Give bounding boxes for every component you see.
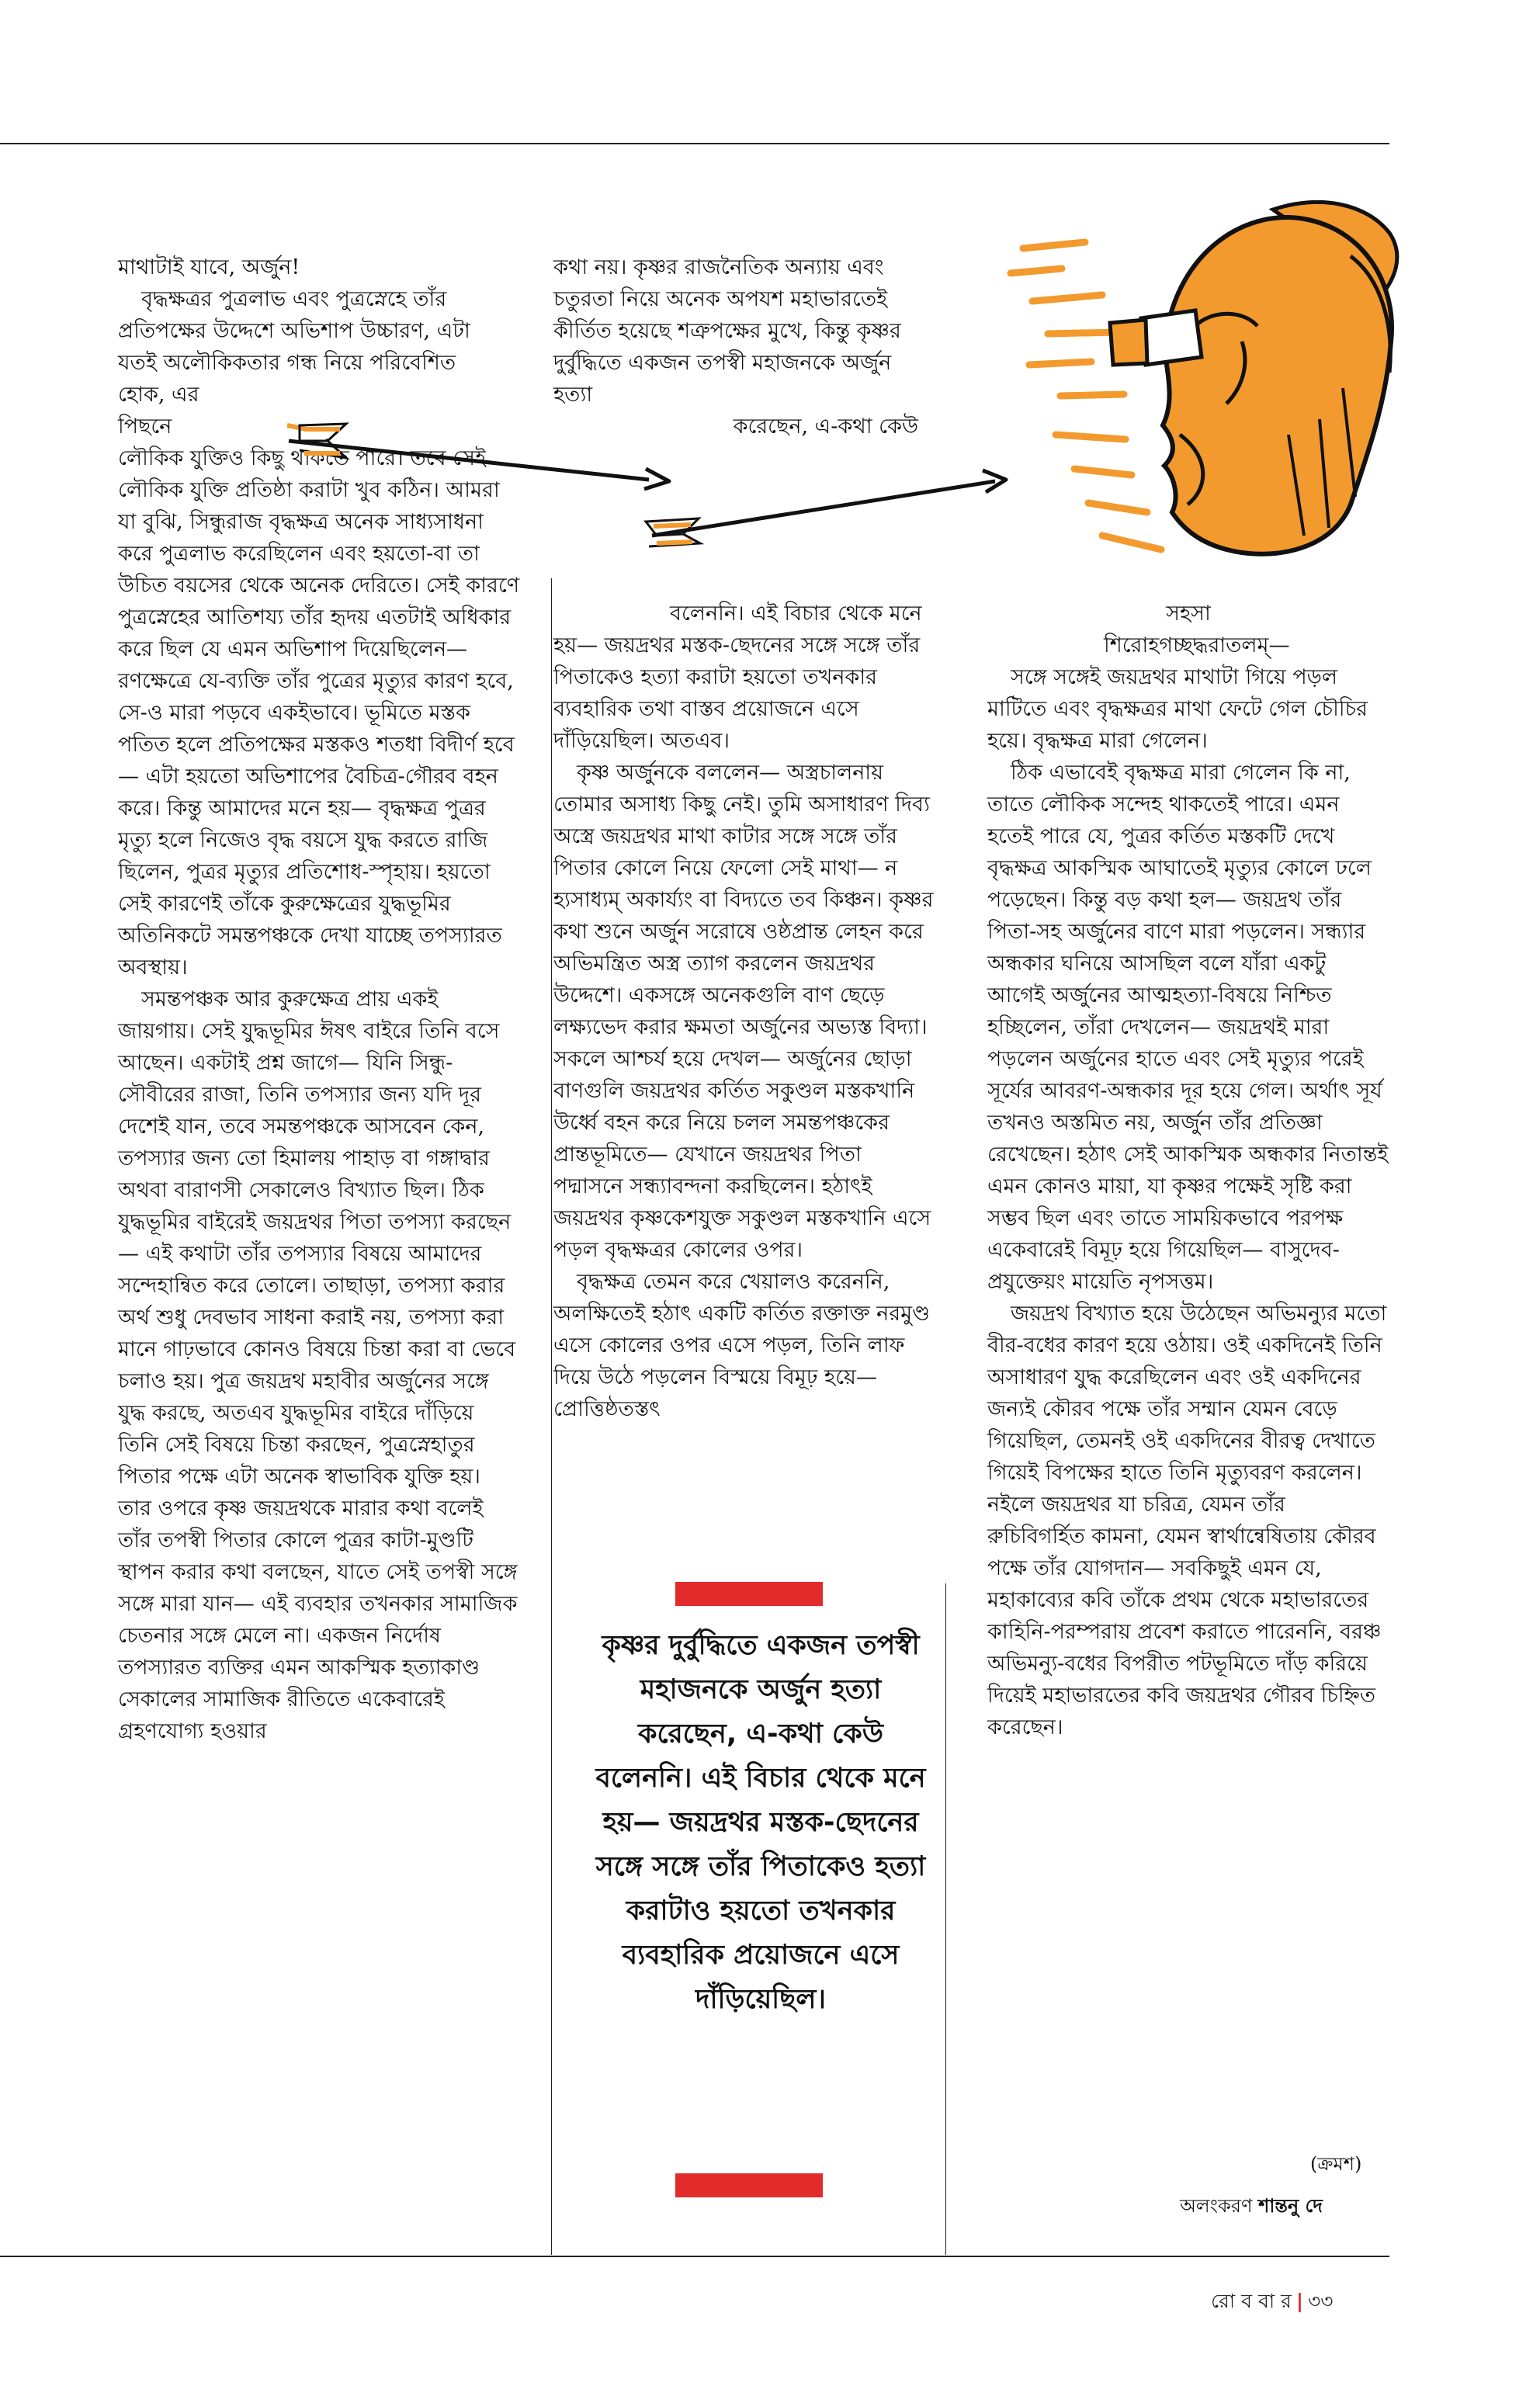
credit-name: শান্তনু দে [1258,2195,1323,2217]
column-1-para: হোক, এর [118,383,199,407]
column-3-para: সঙ্গে সঙ্গেই জয়দ্রথর মাথাটা গিয়ে পড়ল মাটিতে এবং বৃদ্ধক্ষত্রর মাথা ফেটে গেল চৌচির হয়ে। বৃদ্ধক্ষত্র মারা গেলেন। [987,665,1368,753]
column-1-para: লৌকিক যুক্তিও কিছু থাকতে পারে। তবে সেই লৌকিক যুক্তি প্রতিষ্ঠা করাটা খুব কঠিন। আমরা যা বুঝি, সিন্ধুরাজ বৃদ্ধক্ষত্র অনেক সাধ্যসাধনা করে পুত্রলাভ করেছিলেন এবং হয়তো-বা তা উচিত বয়সের থেকে অনেক দেরিতে। সেই কারণে পুত্রস্নেহের আতিশয্য তাঁর হৃদয় এতটাই অধিকার করে ছিল যে এমন অভিশাপ দিয়েছিলেন— রণক্ষেত্রে যে-ব্যক্তি তাঁর পুত্রের মৃত্যুর কারণ হবে, সে-ও মারা পড়বে একইভাবে। ভূমিতে মস্তক পতিত হলে প্রতিপক্ষের মস্তকও শতধা বিদীর্ণ হবে— এটা হয়তো অভিশাপের বৈচিত্র-গৌরব বহন করে। কিন্তু আমাদের মনে হয়— বৃদ্ধক্ষত্র পুত্রর মৃত্যু হলে নিজেও বৃদ্ধ বয়সে যুদ্ধ করতে রাজি ছিলেন, পুত্রর মৃত্যুর প্রতিশোধ-স্পৃহায়। হয়তো সেই কারণেই তাঁকে কুরুক্ষেত্রের যুদ্ধভূমির অতিনিকটে সমন্তপঞ্চকে দেখা যাচ্ছে তপস্যারত অবস্থায়। [118,446,520,980]
severed-head-icon [1110,202,1397,553]
arrow-icon [646,470,1006,546]
column-2-para: কথা নয়। কৃষ্ণর রাজনৈতিক অন্যায় এবং চতুরতা নিয়ে অনেক অপযশ মহাভারতেই কীর্তিত হয়েছে শত্রুপক্ষের মুখে, কিন্তু কৃষ্ণর দুর্বুদ্ধিতে একজন তপস্বী মহাজনকে অর্জুন হত্যা [553,255,901,407]
column-1-text: বৃদ্ধক্ষত্রর পুত্রলাভ এবং পুত্রস্নেহে তাঁর প্রতিপক্ষের উদ্দেশে অভিশাপ উচ্চারণ, এটা যতই অলৌকিকতার গন্ধ নিয়ে পরিবেশিত [118,287,470,375]
column-3 [987,598,1389,1743]
column-divider-2 [945,1583,946,2255]
magazine-name: রো ব বা র [1211,2290,1292,2312]
page-number: ৩৩ [1307,2290,1334,2312]
motion-lines [1011,242,1161,550]
column-2-para: বৃদ্ধক্ষত্র তেমন করে খেয়ালও করেননি, অলক্ষিতেই হঠাৎ একটি কর্তিত রক্তাক্ত নরমুণ্ড এসে কোলের ওপর এসে পড়ল, তিনি লাফ দিয়ে উঠে পড়লেন বিস্ময়ে বিমূঢ় হয়ে— প্রোত্তিষ্ঠতস্তৎ [553,1270,931,1421]
column-3-para: জয়দ্রথ বিখ্যাত হয়ে উঠেছেন অভিমন্যুর মতো বীর-বধের কারণ হয়ে ওঠায়। ওই একদিনেই তিনি অসাধারণ যুদ্ধ করেছিলেন এবং ওই একদিনের জন্যই কৌরব পক্ষে তাঁর সম্মান যেমন বেড়ে গিয়েছিল, তেমনই ওই একদিনের বীরত্ব দেখাতে গিয়েই বিপক্ষের হাতে তিনি মৃত্যুবরণ করলেন। নইলে জয়দ্রথর যা চরিত্র, যেমন তাঁর রুচিবিগর্হিত কামনা, যেমন স্বার্থান্বেষিতায় কৌরব পক্ষে তাঁর যোগদান— সবকিছুই এমন যে, মহাকাব্যের কবি তাঁকে প্রথম থেকে মহাভারতের কাহিনি-পরম্পরায় প্রবেশ করাতে পারেননি, বরঞ্চ অভিমন্যু-বধের বিপরীত পটভূমিতে দাঁড় করিয়ে দিয়েই মহাভারতের কবি জয়দ্রথর গৌরব চিহ্নিত করেছেন। [987,1302,1387,1739]
column-2-para: করেছেন, এ-কথা কেউ [733,414,918,439]
column-divider-1 [551,578,552,2255]
arrows-illustration [0,0,1540,590]
page-footer [1211,2286,1333,2319]
column-3-para: সহসা [1166,602,1211,626]
column-1-para: পিছনে [118,414,172,439]
arrow-icon [287,424,669,489]
column-3-para: ঠিক এভাবেই বৃদ্ধক্ষত্র মারা গেলেন কি না, তাতে লৌকিক সন্দেহ থাকতেই পারে। এমন হতেই পারে যে, পুত্রর কর্তিত মস্তকটি দেখে বৃদ্ধক্ষত্র আকস্মিক আঘাতেই মৃত্যুর কোলে ঢলে পড়েছেন। কিন্তু বড় কথা হল— জয়দ্রথ তাঁর পিতা-সহ অর্জুনের বাণে মারা পড়লেন। সন্ধ্যার অন্ধকার ঘনিয়ে আসছিল বলে যাঁরা একটু আগেই অর্জুনের আত্মহত্যা-বিষয়ে নিশ্চিত হচ্ছিলেন, তাঁরা দেখলেন— জয়দ্রথই মারা পড়লেন অর্জুনের হাতে এবং সেই মৃত্যুর পরেই সূর্যের আবরণ-অন্ধকার দূর হয়ে গেল। অর্থাৎ সূর্য তখনও অস্তমিত নয়, অর্জুন তাঁর প্রতিজ্ঞা রেখেছেন। হঠাৎ সেই আকস্মিক অন্ধকার নিতান্তই এমন কোনও মায়া, যা কৃষ্ণর পক্ষেই সৃষ্টি করা সম্ভব ছিল এবং তাতে সাময়িকভাবে পরপক্ষ একেবারেই বিমূঢ় হয়ে গিয়েছিল— বাসুদেব-প্রযুক্তেয়ং মায়েতি নৃপসত্তম। [987,761,1389,1294]
illustration-credit [1180,2192,1323,2223]
pull-quote: কৃষ্ণর দুর্বুদ্ধিতে একজন তপস্বী মহাজনকে অর্জুন হত্যা করেছেন, এ-কথা কেউ বলেননি। এই বিচার থেকে মনে হয়— জয়দ্রথর মস্তক-ছেদনের সঙ্গে সঙ্গে তাঁর পিতাকেও হত্যা করাটাও হয়তো তখনকার ব্যবহারিক প্রয়োজনে এসে দাঁড়িয়েছিল। [595,1630,926,2015]
column-2 [553,598,934,1425]
pull-quote-top-bar [675,1582,823,1606]
kromosh-label: (ক্রমশ) [1310,2153,1362,2175]
footer-separator: | [1295,2290,1303,2312]
column-3-para: শিরোহগচ্ছদ্ধরাতলম্— [1104,633,1290,657]
pull-quote-bottom-bar [675,2173,823,2197]
credit-label: অলংকরণ [1180,2195,1253,2217]
column-1-para: সমন্তপঞ্চক আর কুরুক্ষেত্র প্রায় একই জায়গায়। সেই যুদ্ধভূমির ঈষৎ বাইরে তিনি বসে আছেন। একটাই প্রশ্ন জাগে— যিনি সিন্ধু-সৌবীরের রাজা, তিনি তপস্যার জন্য যদি দূর দেশেই যান, তবে সমন্তপঞ্চকে আসবেন কেন, তপস্যার জন্য তো হিমালয় পাহাড় বা গঙ্গাদ্বার অথবা বারাণসী সেকালেও বিখ্যাত ছিল। ঠিক যুদ্ধভূমির বাইরেই জয়দ্রথর পিতা তপস্যা করছেন— এই কথাটা তাঁর তপস্যার বিষয়ে আমাদের সন্দেহান্বিত করে তোলে। তাছাড়া, তপস্যা করার অর্থ শুধু দেবভাব সাধনা করাই নয়, তপস্যা করা মানে গাঢ়ভাবে কোনও বিষয়ে চিন্তা করা বা ভেবে চলাও হয়। পুত্র জয়দ্রথ মহাবীর অর্জুনের সঙ্গে যুদ্ধ করছে, অতএব যুদ্ধভূমির বাইরে দাঁড়িয়ে তিনি সেই বিষয়ে চিন্তা করছেন, পুত্রস্নেহাতুর পিতার পক্ষে এটা অনেক স্বাভাবিক যুক্তি হয়। তার ওপরে কৃষ্ণ জয়দ্রথকে মারার কথা বলেই তাঁর তপস্বী পিতার কোলে পুত্রর কাটা-মুণ্ডটি স্থাপন করার কথা বলছেন, যাতে সেই তপস্বী সঙ্গে সঙ্গে মারা যান— এই ব্যবহার তখনকার সামাজিক চেতনার সঙ্গে মেলে না। একজন নির্দোষ তপস্যারত ব্যক্তির এমন আকস্মিক হত্যাকাণ্ড সেকালের সামাজিক রীতিতে একেবারেই গ্রহণযোগ্য হওয়ার [118,987,518,1743]
bottom-rule [0,2256,1389,2257]
column-1-para: মাথাটাই যাবে, অর্জুন! [118,255,300,279]
column-2-para: কৃষ্ণ অর্জুনকে বললেন— অস্ত্রচালনায় তোমার অসাধ্য কিছু নেই। তুমি অসাধারণ দিব্য অস্ত্রে জয়দ্রথর মাথা কাটার সঙ্গে সঙ্গে তাঁর পিতার কোলে নিয়ে ফেলো সেই মাথা— ন হ্যসাধ্যম্ অকার্য্যং বা বিদ্যতে তব কিঞ্চন। কৃষ্ণর কথা শুনে অর্জুন সরোষে ওষ্ঠপ্রান্ত লেহন করে অভিমন্ত্রিত অস্ত্র ত্যাগ করলেন জয়দ্রথর উদ্দেশে। একসঙ্গে অনেকগুলি বাণ ছেড়ে লক্ষ্যভেদ করার ক্ষমতা অর্জুনের অভ্যস্ত বিদ্যা। সকলে আশ্চর্য হয়ে দেখল— অর্জুনের ছোড়া বাণগুলি জয়দ্রথর কর্তিত সকুণ্ডল মস্তকখানি উর্ধ্বে বহন করে নিয়ে চলল সমন্তপঞ্চকের প্রান্তভূমিতে— যেখানে জয়দ্রথর পিতা পদ্মাসনে সন্ধ্যাবন্দনা করছিলেন। হঠাৎই জয়দ্রথর কৃষ্ণকেশযুক্ত সকুণ্ডল মস্তকখানি এসে পড়ল বৃদ্ধক্ষত্রর কোলের ওপর। [553,761,934,1262]
column-2-para: বলেননি। এই বিচার থেকে মনে হয়— জয়দ্রথর মস্তক-ছেদনের সঙ্গে সঙ্গে তাঁর পিতাকেও হত্যা করাটা হয়তো তখনকার ব্যবহারিক তথা বাস্তব প্রয়োজনে এসে দাঁড়িয়েছিল। অতএব। [553,602,922,753]
